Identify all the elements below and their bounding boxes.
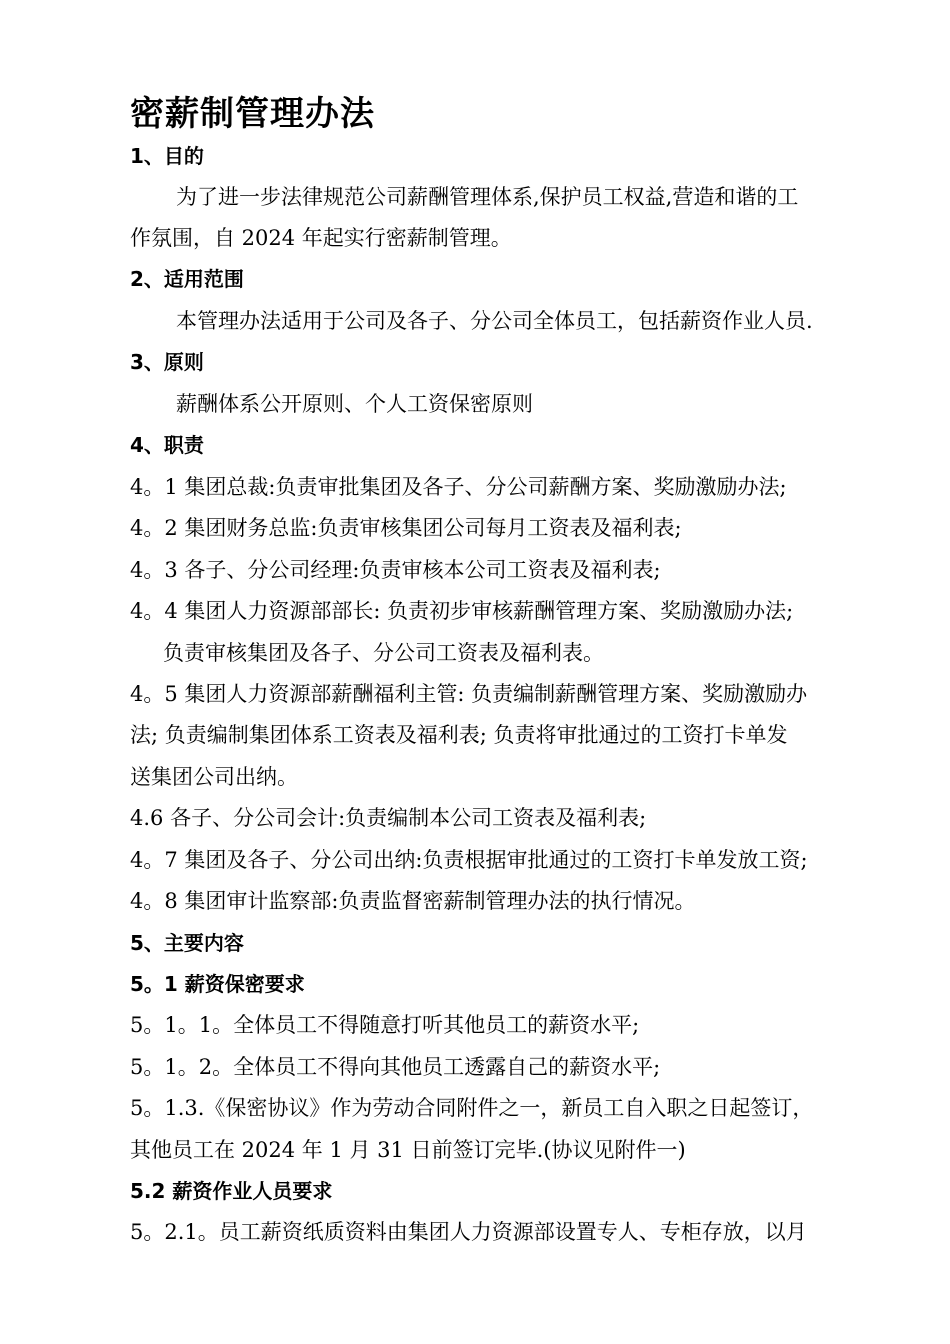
paragraph-line: 4。5 集团人力资源部薪酬福利主管: 负责编制薪酬管理方案、奖励激励办 [130,682,808,706]
paragraph-line: 4。1 集团总裁:负责审批集团及各子、分公司薪酬方案、奖励激励办法; [130,475,787,499]
section-heading: 5.2 薪资作业人员要求 [130,1179,333,1203]
paragraph-line: 负责审核集团及各子、分公司工资表及福利表。 [163,641,604,665]
section-heading: 1、目的 [130,144,204,168]
paragraph-line: 法; 负责编制集团体系工资表及福利表; 负责将审批通过的工资打卡单发 [130,723,788,747]
paragraph-line: 薪酬体系公开原则、个人工资保密原则 [176,392,533,416]
paragraph-line: 本管理办法适用于公司及各子、分公司全体员工，包括薪资作业人员. [176,309,813,333]
paragraph-line: 4。8 集团审计监察部:负责监督密薪制管理办法的执行情况。 [130,889,696,913]
paragraph-line: 4.6 各子、分公司会计:负责编制本公司工资表及福利表; [130,806,647,830]
paragraph-line: 送集团公司出纳。 [130,765,298,789]
section-heading: 4、职责 [130,433,204,457]
paragraph-line: 4。4 集团人力资源部部长: 负责初步审核薪酬管理方案、奖励激励办法; [130,599,794,623]
paragraph-line: 作氛围，自 2024 年起实行密薪制管理。 [130,226,512,250]
paragraph-line: 5。2.1。员工薪资纸质资料由集团人力资源部设置专人、专柜存放，以月 [130,1220,807,1244]
section-heading: 2、适用范围 [130,267,244,291]
paragraph-line: 5。1。1。全体员工不得随意打听其他员工的薪资水平; [130,1013,640,1037]
paragraph-line: 4。2 集团财务总监:负责审核集团公司每月工资表及福利表; [130,516,682,540]
paragraph-line: 5。1。2。全体员工不得向其他员工透露自己的薪资水平; [130,1055,661,1079]
document-title: 密薪制管理办法 [130,94,375,134]
paragraph-line: 4。7 集团及各子、分公司出纳:负责根据审批通过的工资打卡单发放工资; [130,848,808,872]
paragraph-line: 5。1.3.《保密协议》作为劳动合同附件之一，新员工自入职之日起签订， [130,1096,814,1120]
paragraph-line: 为了进一步法律规范公司薪酬管理体系,保护员工权益,营造和谐的工 [176,185,799,209]
section-heading: 3、原则 [130,350,204,374]
paragraph-line: 其他员工在 2024 年 1 月 31 日前签订完毕.(协议见附件一) [130,1138,686,1162]
section-heading: 5。1 薪资保密要求 [130,972,305,996]
paragraph-line: 4。3 各子、分公司经理:负责审核本公司工资表及福利表; [130,558,661,582]
section-heading: 5、主要内容 [130,931,244,955]
